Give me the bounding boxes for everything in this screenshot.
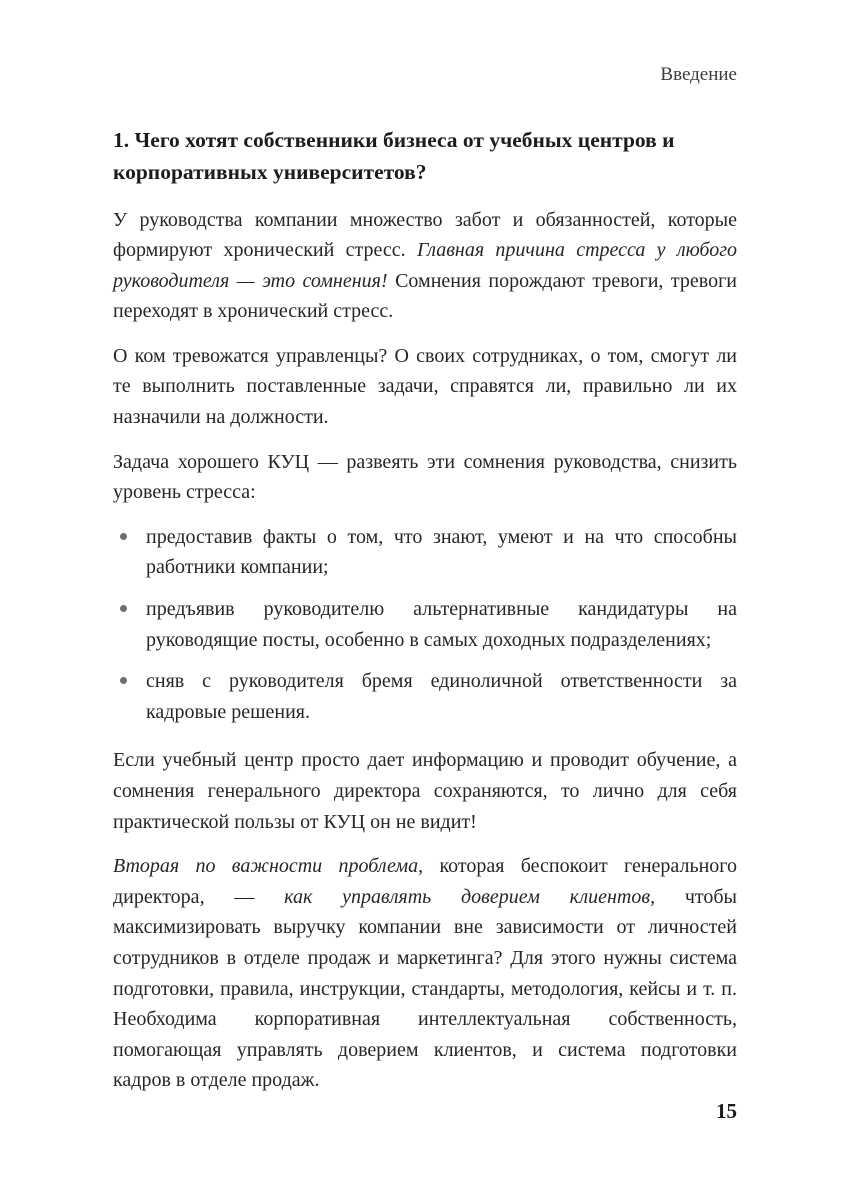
bullet-list: [113, 522, 737, 728]
bullet-icon: [120, 533, 127, 540]
bullet-icon: [120, 677, 127, 684]
list-item: [113, 594, 737, 655]
paragraph-1: [113, 205, 737, 327]
section-heading: 1. Чего хотят собственники бизнеса от учебных центров и корпоративных университетов?: [113, 128, 675, 185]
paragraph-5-text: , которая беспокоит генерального директора, —: [113, 855, 737, 908]
paragraph-5-emphasis-1: Вторая по важности проблема: [113, 855, 419, 878]
paragraph-5-emphasis-2: как управлять доверием клиентов: [284, 885, 651, 908]
paragraph-4: Если учебный центр просто дает информацию и проводит обучение, а сомнения генерального директора сохраняются, то лично для себя практической пользы от КУЦ он не видит!: [113, 749, 737, 833]
list-item-text: предъявив руководителю альтернативные кандидатуры на руководящие посты, особенно в самых доходных подразделениях;: [146, 598, 737, 651]
paragraph-1-emphasis: Главная причина стресса у любого руководителя — это сомнения!: [113, 239, 738, 292]
list-item-text: сняв с руководителя бремя единоличной ответственности за кадровые решения.: [146, 670, 737, 723]
bullet-icon: [120, 605, 127, 612]
paragraph-5-text-tail: , чтобы максимизировать выручку компании вне зависимости от личностей сотрудников в отделе продаж и маркетинга? Для этого нужны система подготовки, правила, инструкции, стандарты, методология, кейсы и т. п. Необходима корпоративная интеллектуальная собственность, помогающая управлять доверием клиентов, и система подготовки кадров в отделе продаж.: [113, 885, 737, 1092]
paragraph-1-text-tail: Сомнения порождают тревоги, тревоги переходят в хронический стресс.: [113, 269, 737, 323]
paragraph-3: Задача хорошего КУЦ — развеять эти сомнения руководства, снизить уровень стресса:: [113, 450, 737, 504]
list-item: [113, 666, 737, 727]
running-header: Введение: [660, 64, 737, 85]
paragraph-2: О ком тревожатся управленцы? О своих сотрудниках, о том, смогут ли те выполнить поставленные задачи, справятся ли, правильно ли их назначили на должности.: [113, 344, 737, 429]
list-item-text: предоставив факты о том, что знают, умеют и на что способны работники компании;: [146, 525, 737, 579]
page-number: 15: [716, 1099, 737, 1123]
paragraph-5: [113, 851, 737, 1096]
paragraph-1-text: У руководства компании множество забот и обязанностей, которые формируют хронический стресс.: [113, 208, 737, 262]
list-item: [113, 522, 737, 583]
